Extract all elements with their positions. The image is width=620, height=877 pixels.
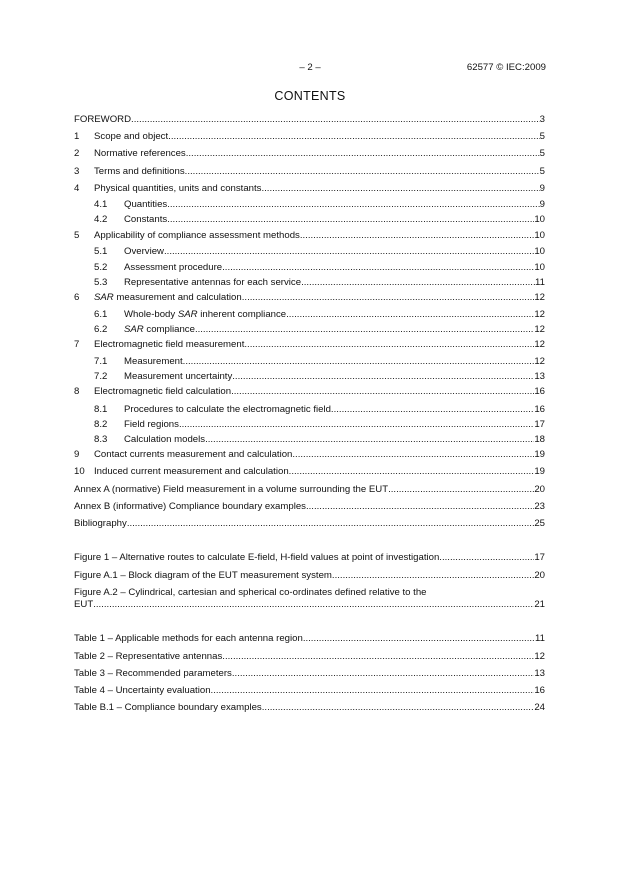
toc-entry-number: 7.1	[94, 356, 108, 367]
toc-entry-number: 8.2	[94, 419, 108, 430]
toc-entry-text: Contact currents measurement and calculation	[94, 449, 293, 460]
toc-entry-foreword[interactable]	[74, 114, 545, 126]
toc-entry-page: 12	[534, 324, 545, 335]
toc-entry-number: 4	[74, 183, 80, 194]
toc-entry-text: Constants	[124, 214, 168, 225]
toc-entry-page: 3	[539, 114, 545, 125]
toc-entry-text: Measurement uncertainty	[124, 371, 233, 382]
toc-entry-section-7[interactable]	[74, 339, 545, 351]
table-entry-b1[interactable]	[74, 702, 545, 714]
toc-entry-section-6[interactable]	[74, 292, 545, 304]
toc-entry-section-7-2[interactable]	[94, 371, 545, 383]
toc-entry-text: Electromagnetic field measurement	[94, 339, 245, 350]
figure-entry-a2-line1[interactable]: Figure A.2 – Cylindrical, cartesian and spherical co-ordinates defined relative to the	[74, 587, 427, 598]
figure-entry-a1[interactable]	[74, 570, 545, 582]
toc-entry-page: 16	[534, 404, 545, 415]
toc-entry-number: 7.2	[94, 371, 108, 382]
toc-entry-section-8-3[interactable]	[94, 434, 545, 446]
toc-entry-section-2[interactable]	[74, 148, 545, 160]
figure-entry-text: Figure A.1 – Block diagram of the EUT measurement system	[74, 570, 332, 581]
toc-entry-text: Measurement	[124, 356, 183, 367]
toc-entry-page: 16	[534, 386, 545, 397]
table-entry-text: Table 4 – Uncertainty evaluation	[74, 685, 211, 696]
toc-entry-annex-a[interactable]	[74, 484, 545, 496]
toc-entry-section-5-3[interactable]	[94, 277, 545, 289]
toc-entry-section-5[interactable]	[74, 230, 545, 242]
toc-entry-number: 5.1	[94, 246, 108, 257]
toc-entry-text: Physical quantities, units and constants	[94, 183, 262, 194]
toc-entry-page: 9	[539, 183, 545, 194]
toc-entry-number: 3	[74, 166, 80, 177]
toc-entry-text: Representative antennas for each service	[124, 277, 302, 288]
table-entry-2[interactable]	[74, 651, 545, 663]
table-entry-page: 11	[535, 633, 545, 644]
toc-entry-text: Assessment procedure	[124, 262, 223, 273]
toc-entry-section-10[interactable]	[74, 466, 545, 478]
figure-entry-1[interactable]	[74, 552, 545, 564]
toc-entry-page: 10	[534, 246, 545, 257]
toc-entry-number: 8	[74, 386, 80, 397]
toc-entry-text: FOREWORD	[74, 114, 132, 125]
toc-entry-text: Bibliography	[74, 518, 127, 529]
toc-entry-page: 23	[534, 501, 545, 512]
table-entry-text: Table 3 – Recommended parameters	[74, 668, 232, 679]
table-entry-page: 13	[534, 668, 545, 679]
figure-entry-text: Figure 1 – Alternative routes to calculate E-field, H-field values at point of investigation	[74, 552, 440, 563]
toc-entry-number: 5.2	[94, 262, 108, 273]
toc-entry-section-5-1[interactable]	[94, 246, 545, 258]
toc-entry-text: Procedures to calculate the electromagnetic field	[124, 404, 331, 415]
toc-entry-number: 7	[74, 339, 80, 350]
toc-entry-number: 6.2	[94, 324, 108, 335]
toc-entry-text: Normative references	[94, 148, 186, 159]
document-reference: 62577 © IEC:2009	[466, 62, 546, 73]
toc-entry-section-8-2[interactable]	[94, 419, 545, 431]
toc-entry-page: 18	[534, 434, 545, 445]
toc-entry-text: SAR compliance	[124, 324, 195, 335]
page-title: CONTENTS	[274, 89, 346, 103]
toc-entry-page: 19	[534, 449, 545, 460]
toc-entry-page: 10	[534, 230, 545, 241]
table-entry-page: 24	[534, 702, 545, 713]
table-entry-page: 16	[534, 685, 545, 696]
toc-entry-number: 4.1	[94, 199, 108, 210]
toc-entry-number: 8.3	[94, 434, 108, 445]
toc-entry-section-5-2[interactable]	[94, 262, 545, 274]
toc-entry-text: Calculation models	[124, 434, 206, 445]
toc-entry-text: Terms and definitions	[94, 166, 185, 177]
toc-entry-number: 8.1	[94, 404, 108, 415]
toc-entry-page: 12	[534, 356, 545, 367]
figure-entry-page: 17	[534, 552, 545, 563]
toc-entry-text: Electromagnetic field calculation	[94, 386, 232, 397]
toc-entry-page: 13	[534, 371, 545, 382]
toc-entry-number: 5	[74, 230, 80, 241]
table-entry-3[interactable]	[74, 668, 545, 680]
toc-entry-number: 10	[74, 466, 85, 477]
toc-entry-page: 10	[534, 214, 545, 225]
toc-entry-page: 12	[534, 339, 545, 350]
toc-entry-page: 12	[534, 292, 545, 303]
toc-entry-text: Annex B (informative) Compliance boundary examples	[74, 501, 306, 512]
toc-entry-section-6-1[interactable]	[94, 309, 545, 321]
toc-entry-text: Whole-body SAR inherent compliance	[124, 309, 287, 320]
toc-entry-page: 5	[539, 131, 545, 142]
toc-entry-text: Quantities	[124, 199, 168, 210]
toc-entry-number: 6	[74, 292, 80, 303]
toc-entry-page: 5	[539, 148, 545, 159]
table-entry-text: Table B.1 – Compliance boundary examples	[74, 702, 262, 713]
toc-entry-bibliography[interactable]	[74, 518, 545, 530]
figure-entry-page: 20	[534, 570, 545, 581]
toc-entry-text: Applicability of compliance assessment methods	[94, 230, 300, 241]
toc-entry-section-1[interactable]	[74, 131, 545, 143]
toc-entry-section-7-1[interactable]	[94, 356, 545, 368]
toc-entry-page: 5	[539, 166, 545, 177]
table-entry-4[interactable]	[74, 685, 545, 697]
toc-entry-number: 6.1	[94, 309, 108, 320]
toc-entry-section-9[interactable]	[74, 449, 545, 461]
figure-entry-page: 21	[534, 599, 545, 610]
toc-entry-section-6-2[interactable]	[94, 324, 545, 336]
toc-entry-number: 5.3	[94, 277, 108, 288]
table-entry-text: Table 2 – Representative antennas	[74, 651, 223, 662]
toc-entry-section-3[interactable]	[74, 166, 545, 178]
toc-entry-number: 4.2	[94, 214, 108, 225]
toc-entry-page: 17	[534, 419, 545, 430]
toc-entry-text: SAR measurement and calculation	[94, 292, 242, 303]
figure-entry-text: EUT	[74, 599, 94, 610]
toc-entry-number: 2	[74, 148, 80, 159]
page-number: – 2 –	[299, 62, 321, 73]
toc-entry-text: Overview	[124, 246, 164, 257]
toc-entry-number: 9	[74, 449, 80, 460]
toc-entry-section-8[interactable]	[74, 386, 545, 398]
toc-entry-section-4[interactable]	[74, 183, 545, 195]
toc-entry-page: 11	[535, 277, 545, 288]
toc-entry-section-4-2[interactable]	[94, 214, 545, 226]
toc-entry-number: 1	[74, 131, 80, 142]
toc-entry-section-4-1[interactable]	[94, 199, 545, 211]
toc-entry-page: 19	[534, 466, 545, 477]
toc-entry-page: 9	[539, 199, 545, 210]
table-entry-1[interactable]	[74, 633, 545, 645]
toc-entry-section-8-1[interactable]	[94, 404, 545, 416]
figure-entry-a2[interactable]	[74, 599, 545, 611]
toc-entry-text: Induced current measurement and calculation	[94, 466, 289, 477]
toc-entry-page: 25	[534, 518, 545, 529]
toc-entry-page: 20	[534, 484, 545, 495]
toc-entry-text: Field regions	[124, 419, 179, 430]
toc-entry-text: Annex A (normative) Field measurement in a volume surrounding the EUT	[74, 484, 389, 495]
toc-entry-page: 12	[534, 309, 545, 320]
toc-entry-annex-b[interactable]	[74, 501, 545, 513]
table-entry-text: Table 1 – Applicable methods for each antenna region	[74, 633, 303, 644]
table-entry-page: 12	[534, 651, 545, 662]
toc-entry-page: 10	[534, 262, 545, 273]
toc-entry-text: Scope and object	[94, 131, 169, 142]
